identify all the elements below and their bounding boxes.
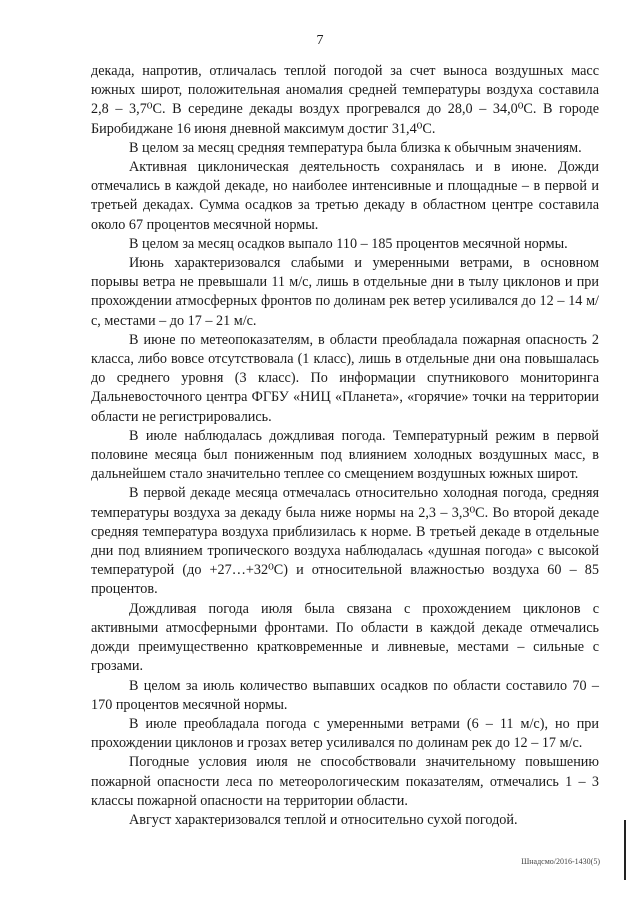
paragraph-11: В июле преобладала погода с умеренными ветрами (6 – 11 м/с), но при прохождении циклонов и грозах ветер усиливался по долинам рек до 12 – 17 м/с.: [91, 715, 599, 752]
document-body: [91, 62, 599, 830]
page-number: 7: [316, 33, 324, 48]
paragraph-7: В июле наблюдалась дождливая погода. Температурный режим в первой половине месяца был пониженным под влиянием холодных воздушных масс, в дальнейшем стало значительно теплее со смещением воздушных южных широт.: [91, 427, 599, 483]
paragraph-3: Активная циклоническая деятельность сохранялась и в июне. Дожди отмечались в каждой декаде, но наиболее интенсивные и площадные – в первой и третьей декадах. Сумма осадков за третью декаду в областном центре составила около 67 процентов месячной нормы.: [91, 159, 599, 233]
paragraph-6: В июне по метеопоказателям, в области преобладала пожарная опасность 2 класса, либо вовсе отсутствовала (1 класс), лишь в отдельные дни она повышалась до среднего уровня (3 класс). По информации спутникового мониторинга Дальневосточного центра ФГБУ «НИЦ «Планета», «горячие» точки на территории области не регистрировались.: [91, 331, 599, 425]
paragraph-8: В первой декаде месяца отмечалась относительно холодная погода, средняя температуры воздуха за декаду была ниже нормы на 2,3 – 3,3⁰С. Во второй декаде средняя температура воздуха приблизилась к норме. В третьей декаде в отдельные дни под влиянием тропического воздуха наблюдалась «душная погода» с высокой температурой (до +27…+32⁰С) и относительной влажностью воздуха 60 – 85 процентов.: [91, 485, 599, 598]
paragraph-10: В целом за июль количество выпавших осадков по области составило 70 – 170 процентов месячной нормы.: [91, 677, 599, 713]
paragraph-12: Погодные условия июля не способствовали значительному повышению пожарной опасности леса по метеорологическим показателям, отмечались 1 – 3 классы пожарной опасности на территории области.: [91, 754, 599, 809]
paragraph-2: В целом за месяц средняя температура была близка к обычным значениям.: [129, 139, 582, 156]
paragraph-13: Август характеризовался теплой и относительно сухой погодой.: [129, 811, 518, 828]
footer-document-code: Шнадсмо/2016-1430(5): [521, 857, 600, 866]
scan-edge-mark: [624, 820, 626, 880]
paragraph-9: Дождливая погода июля была связана с прохождением циклонов с активными атмосферными фронтами. По области в каждой декаде отмечались дожди преимущественно кратковременные и ливневые, местами – сильные с грозами.: [91, 600, 599, 675]
paragraph-1: декада, напротив, отличалась теплой погодой за счет выноса воздушных масс южных широт, положительная аномалия средней температуры воздуха составила 2,8 – 3,7⁰С. В середине декады воздух прогревался до 28,0 – 34,0⁰С. В городе Биробиджане 16 июня дневной максимум достиг 31,4⁰С.: [91, 63, 599, 137]
paragraph-5: Июнь характеризовался слабыми и умеренными ветрами, в основном порывы ветра не превышали 11 м/с, лишь в отдельные дни в тылу циклонов и при прохождении атмосферных фронтов по долинам рек ветер усиливался до 12 – 14 м/с, местами – до 17 – 21 м/с.: [91, 255, 599, 329]
paragraph-4: В целом за месяц осадков выпало 110 – 185 процентов месячной нормы.: [129, 235, 568, 252]
